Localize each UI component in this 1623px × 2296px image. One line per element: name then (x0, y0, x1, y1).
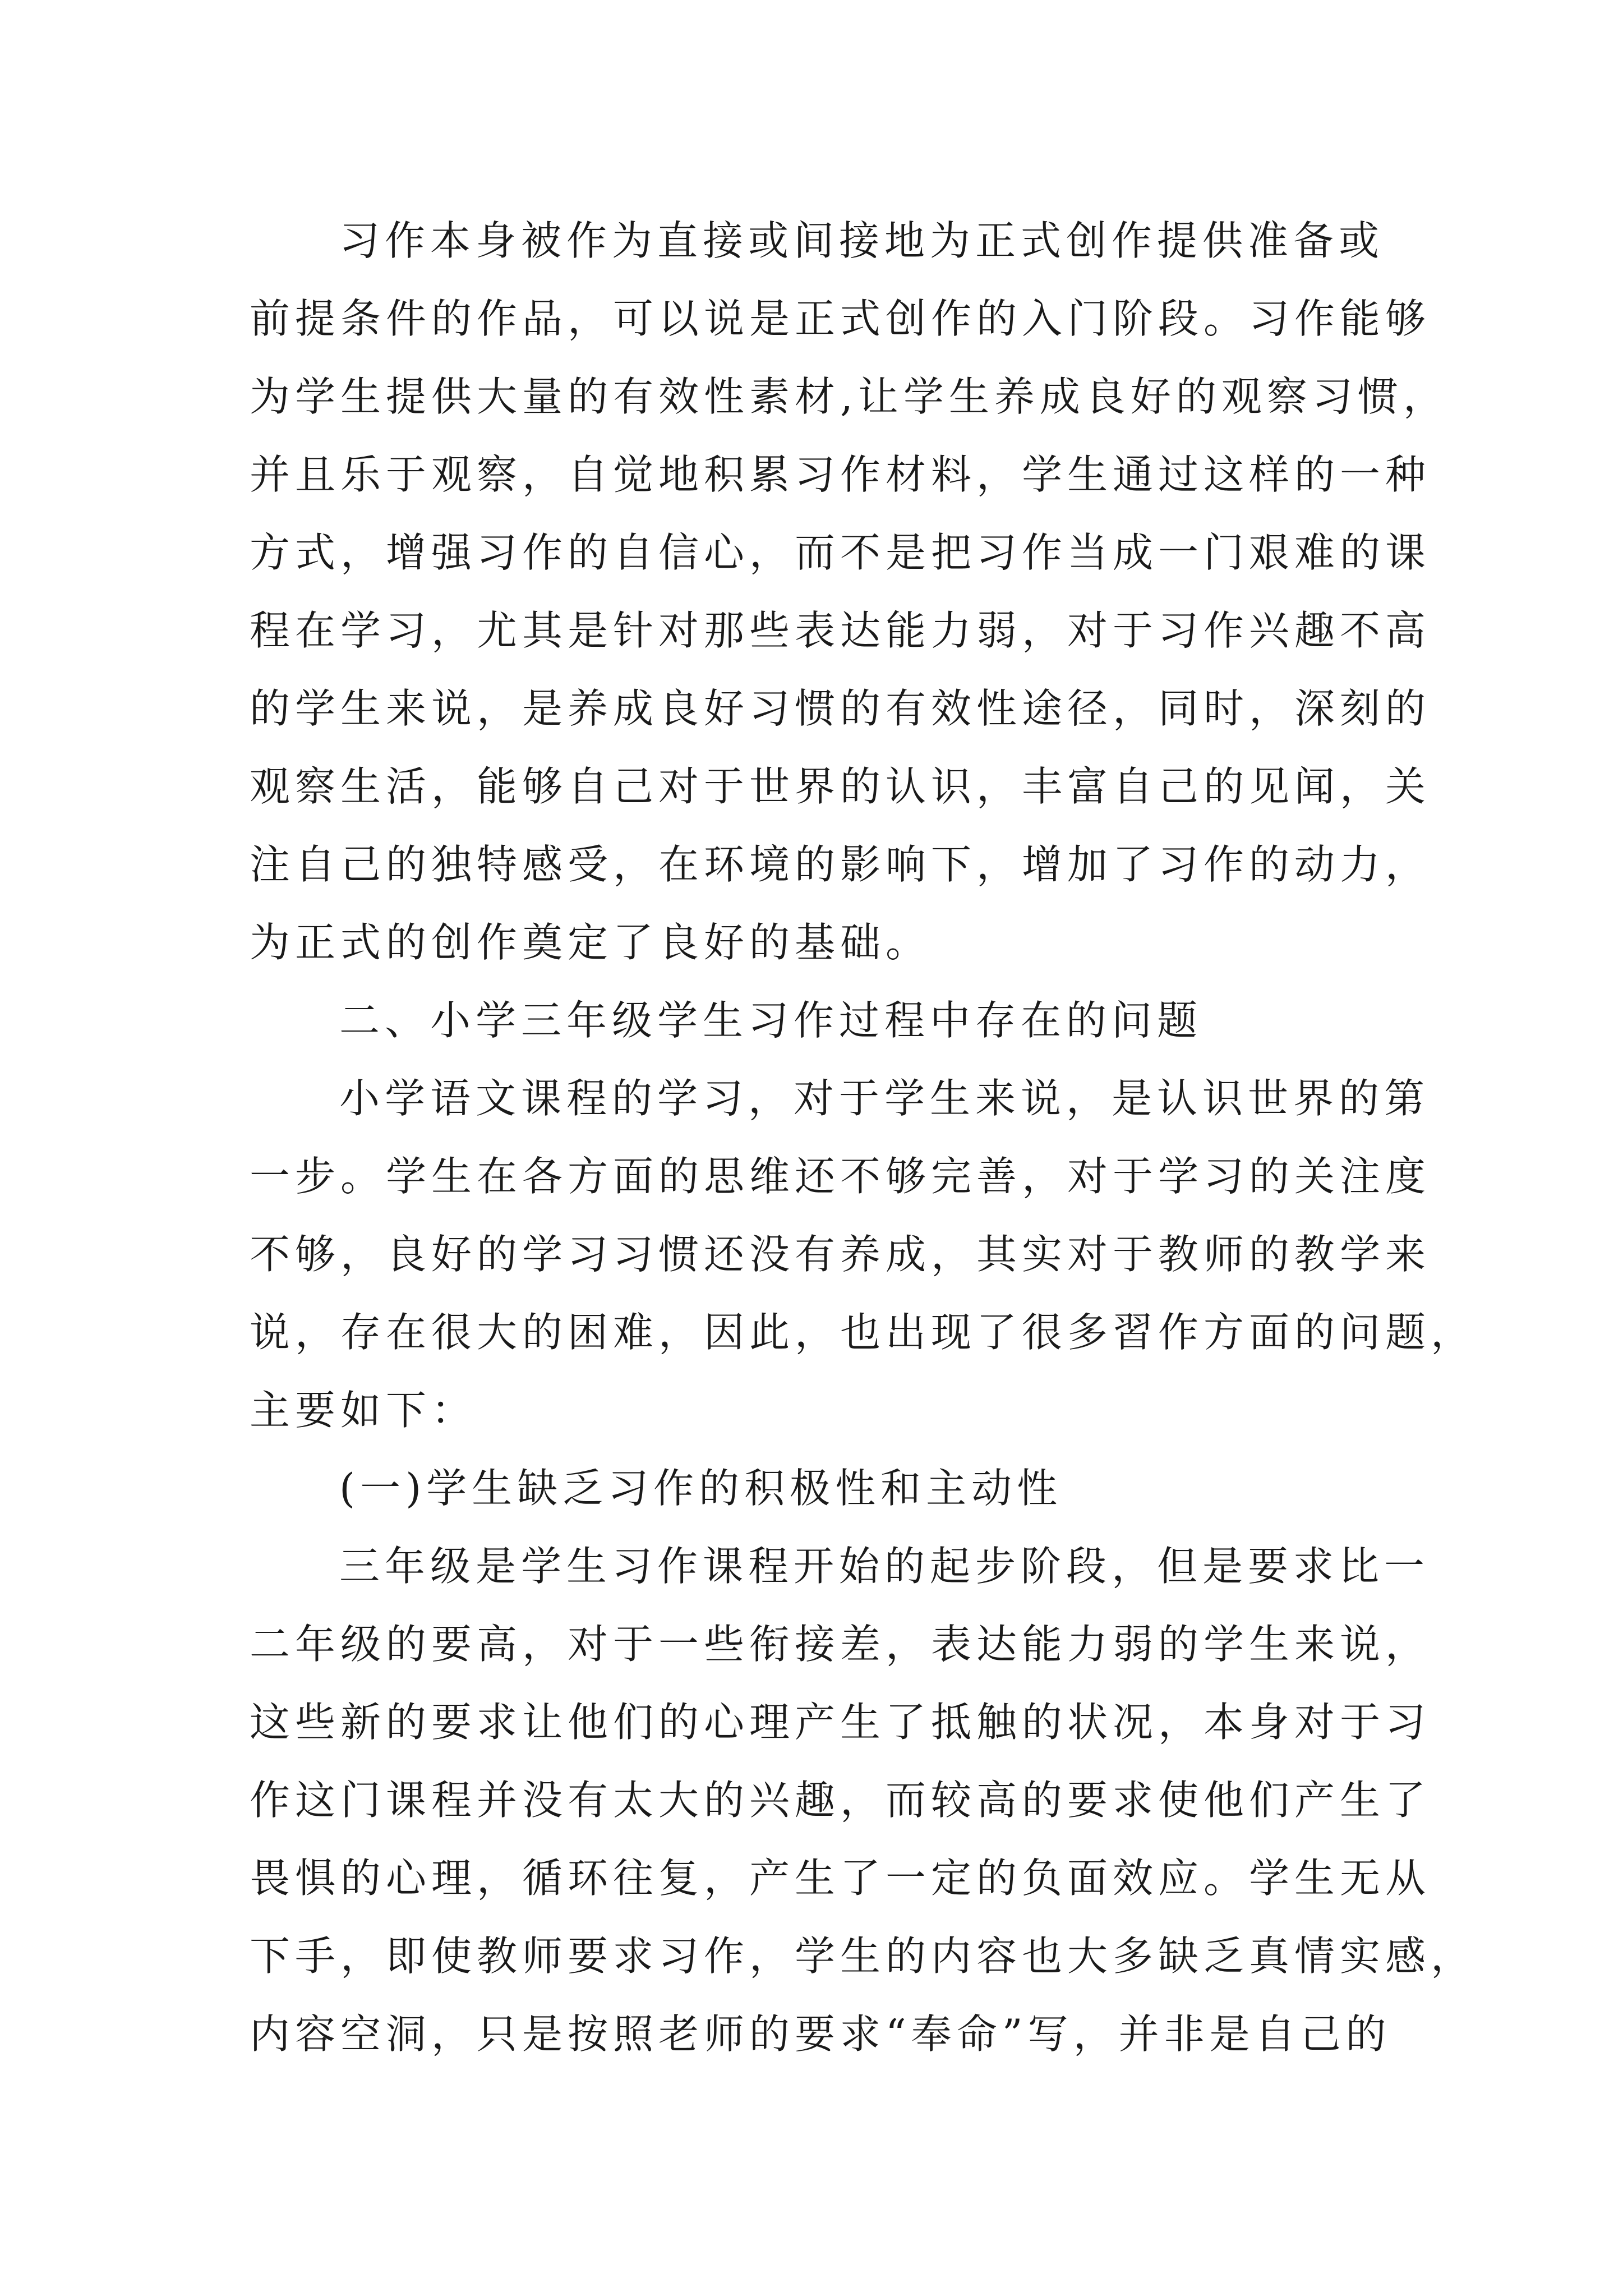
paragraph-line: 二年级的要高，对于一些衔接差，表达能力弱的学生来说， (250, 1621, 1431, 1668)
paragraph-line: 这些新的要求让他们的心理产生了抵触的状况，本身对于习 (250, 1699, 1431, 1746)
paragraph-line: 的学生来说，是养成良好习惯的有效性途径，同时，深刻的 (250, 685, 1431, 732)
paragraph-line: 前提条件的作品，可以说是正式创作的入门阶段。习作能够 (250, 295, 1431, 342)
paragraph-line: 一步。学生在各方面的思维还不够完善，对于学习的关注度 (250, 1153, 1431, 1200)
paragraph-line: 注自己的独特感受，在环境的影响下，增加了习作的动力， (250, 841, 1431, 888)
paragraph-line: 为正式的创作奠定了良好的基础。 (250, 919, 932, 966)
paragraph-line: 不够，良好的学习习惯还没有养成，其实对于教师的教学来 (250, 1231, 1431, 1278)
paragraph-line: 小学语文课程的学习，对于学生来说，是认识世界的第 (339, 1075, 1430, 1122)
paragraph-line: 习作本身被作为直接或间接地为正式创作提供准备或 (339, 217, 1385, 264)
paragraph-line: 并且乐于观察，自觉地积累习作材料，学生通过这样的一种 (250, 451, 1431, 498)
body-text (250, 202, 1477, 2073)
paragraph-line: 内容空洞，只是按照老师的要求“奉命”写，并非是自己的 (250, 2010, 1391, 2058)
paragraph-line: 为学生提供大量的有效性素材,让学生养成良好的观察习惯， (250, 373, 1449, 420)
paragraph-line: 程在学习，尤其是针对那些表达能力弱，对于习作兴趣不高 (250, 607, 1431, 654)
paragraph-line: 方式，增强习作的自信心，而不是把习作当成一门艰难的课 (250, 529, 1431, 576)
section-heading: 二、小学三年级学生习作过程中存在的问题 (339, 997, 1203, 1044)
subsection-heading: (一)学生缺乏习作的积极性和主动性 (339, 1465, 1063, 1512)
paragraph-line: 作这门课程并没有太大的兴趣，而较高的要求使他们产生了 (250, 1777, 1431, 1824)
paragraph-line: 主要如下： (250, 1387, 477, 1434)
paragraph-line: 三年级是学生习作课程开始的起步阶段，但是要求比一 (339, 1543, 1430, 1590)
paragraph-line: 说，存在很大的困难，因此，也出现了很多習作方面的问题， (250, 1309, 1477, 1356)
paragraph-line: 畏惧的心理，循环往复，产生了一定的负面效应。学生无从 (250, 1855, 1431, 1902)
paragraph-line: 下手，即使教师要求习作，学生的内容也大多缺乏真情实感， (250, 1932, 1477, 1980)
paragraph-line: 观察生活，能够自己对于世界的认识，丰富自己的见闻，关 (250, 763, 1431, 810)
